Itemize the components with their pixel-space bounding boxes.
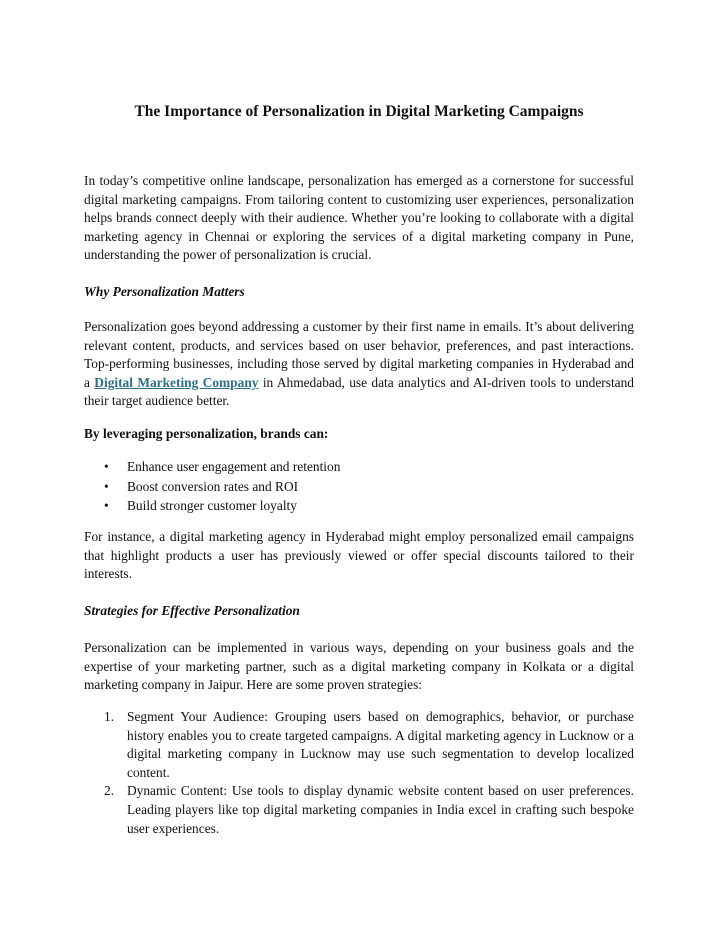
list-item: [84, 708, 634, 782]
page-title: The Importance of Personalization in Digital Marketing Campaigns: [134, 103, 584, 120]
list-item-text: Segment Your Audience: Grouping users based on demographics, behavior, or purchase history enables you to create targeted campaigns. A digital marketing agency in Lucknow or a digital marketing company in Lucknow may use such segmentation to develop localized content.: [127, 709, 634, 780]
benefits-list: [84, 457, 634, 516]
section-heading-strategies: Strategies for Effective Personalization: [84, 603, 300, 618]
bullet-icon: •: [104, 478, 109, 494]
list-item: [84, 457, 634, 477]
strategies-intro-paragraph: Personalization can be implemented in various ways, depending on your business goals and the expertise of your marketing partner, such as a digital marketing company in Kolkata or a digital marketing company in Jaipur. Here are some proven strategies:: [84, 640, 634, 693]
list-item: [84, 496, 634, 516]
intro-paragraph: In today’s competitive online landscape, personalization has emerged as a cornerstone for successful digital marketing campaigns. From tailoring content to customizing user experiences, personalization helps brands connect deeply with their audience. Whether you’re looking to collaborate with a digital marketing agency in Chennai or exploring the services of a digital marketing company in Pune, understanding the power of personalization is crucial.: [84, 173, 634, 263]
list-item-text: Enhance user engagement and retention: [127, 459, 341, 474]
list-item: [84, 782, 634, 838]
list-item-text: Boost conversion rates and ROI: [127, 478, 299, 494]
strategies-list: [84, 708, 634, 838]
list-number: 2.: [104, 783, 115, 799]
paragraph-text: Personalization goes beyond addressing a customer by their first name in emails. It’s about delivering relevant content, products, and services based on user behavior, preferences, and past interactions. Top-performing businesses, including those served by digital marketing companies in Hyderabad and a: [84, 319, 634, 390]
benefits-subheading: By leveraging personalization, brands can:: [84, 426, 329, 441]
bullet-icon: •: [104, 498, 109, 513]
list-item-text: Build stronger customer loyalty: [127, 498, 297, 513]
section-heading-why-personalization: Why Personalization Matters: [84, 284, 245, 299]
paragraph-text: in Ahmedabad, use data analytics and AI-driven tools to understand their target audience better.: [84, 374, 634, 409]
bullet-icon: •: [104, 459, 109, 474]
why-personalization-paragraph: [84, 318, 634, 411]
list-item: [84, 477, 634, 497]
digital-marketing-company-link[interactable]: Digital Marketing Company: [94, 374, 259, 390]
example-paragraph: For instance, a digital marketing agency in Hyderabad might employ personalized email campaigns that highlight products a user has previously viewed or offer special discounts tailored to their interests.: [84, 529, 634, 582]
list-number: 1.: [104, 709, 115, 724]
list-item-text: Dynamic Content: Use tools to display dynamic website content based on user preferences. Leading players like top digital marketing companies in India excel in crafting such bespoke user experiences.: [127, 783, 634, 836]
